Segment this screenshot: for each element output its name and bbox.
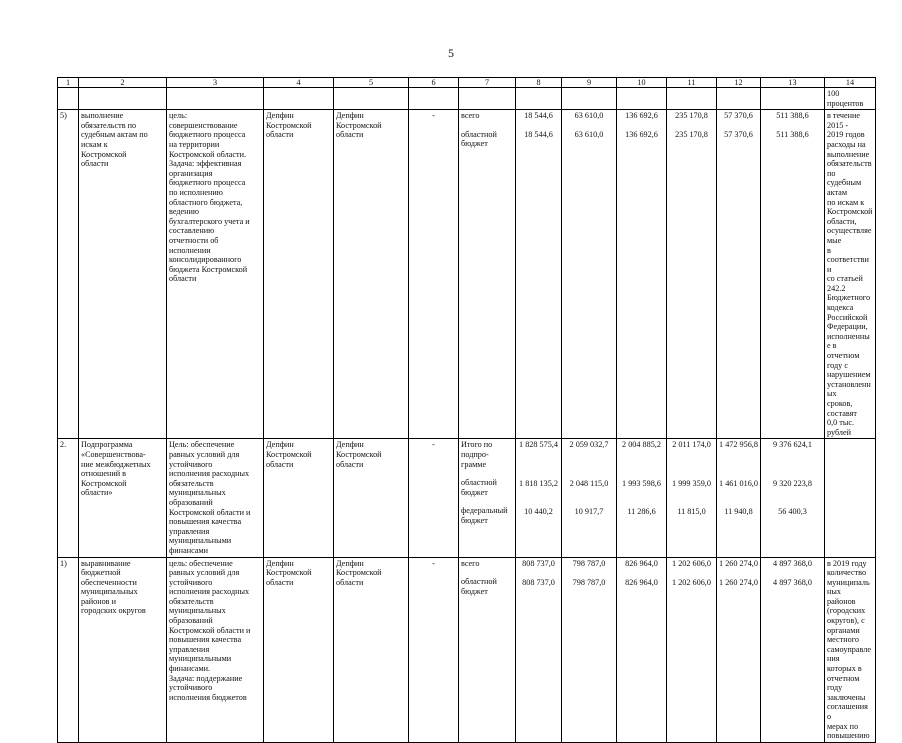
responsible-executor: Депфин Костромской области <box>264 439 334 557</box>
participant: - <box>409 110 459 439</box>
coexecutor: Депфин Костромской области <box>334 557 409 742</box>
value-cell: 57 370,6 57 370,6 <box>717 110 761 439</box>
header-cell: 7 <box>459 78 516 88</box>
header-cell: 9 <box>562 78 617 88</box>
participant: - <box>409 439 459 557</box>
expected-result <box>825 439 876 557</box>
expected-result: в течение 2015 - 2019 годов расходы на выполнение обязательств по судебным актам по искам к Костромской области, осуществляемые в соответствии со статьей 242.2 Бюджетного кодекса Российской Федерации, исполненные в отчетном году с нарушением установленных сроков, составят 0,0 тыс. рублей <box>825 110 876 439</box>
value-cell: 1 472 956,8 1 461 016,0 11 940,8 <box>717 439 761 557</box>
value-cell: 511 388,6 511 388,6 <box>761 110 825 439</box>
responsible-executor: Депфин Костромской области <box>264 110 334 439</box>
value-cell: 1 202 606,0 1 202 606,0 <box>667 557 717 742</box>
row-number: 5) <box>58 110 79 439</box>
header-cell: 11 <box>667 78 717 88</box>
value-cell: 798 787,0 798 787,0 <box>562 557 617 742</box>
table-row <box>58 439 876 557</box>
row-number: 2. <box>58 439 79 557</box>
goal-task: цель: совершенствование бюджетного процесса на территории Костромской области. Задача: эффективная организация бюджетного процесса по исполнению областного бюджета, ведению бухгалтерского учета и составлению отчетности об исполнении консолидированного бюджета Костромской области <box>167 110 264 439</box>
header-cell: 6 <box>409 78 459 88</box>
value-cell: 63 610,0 63 610,0 <box>562 110 617 439</box>
row-number: 1) <box>58 557 79 742</box>
expected-result: в 2019 году количество муниципальных районов (городских округов), с органами местного самоуправления которых в отчетном году заключены соглашения о мерах по повышению <box>825 557 876 742</box>
participant: - <box>409 557 459 742</box>
goal-task: цель: обеспечение равных условий для устойчивого исполнения расходных обязательств муниципальных образований Костромской области и повышения качества управления муниципальными финансами. Задача: поддержание устойчивого исполнения бюджетов <box>167 557 264 742</box>
value-cell: 235 170,8 235 170,8 <box>667 110 717 439</box>
funding-source: всего областной бюджет <box>459 110 516 439</box>
funding-source: Итого по подпро- грамме областной бюджет федеральный бюджет <box>459 439 516 557</box>
coexecutor: Депфин Костромской области <box>334 439 409 557</box>
value-cell: 2 004 885,2 1 993 598,6 11 286,6 <box>617 439 667 557</box>
value-cell: 18 544,6 18 544,6 <box>516 110 562 439</box>
continuation-row <box>58 88 876 110</box>
value-cell: 826 964,0 826 964,0 <box>617 557 667 742</box>
continuation-note: 100 процентов <box>825 88 876 110</box>
header-cell: 2 <box>79 78 167 88</box>
value-cell: 4 897 368,0 4 897 368,0 <box>761 557 825 742</box>
page-number: 5 <box>448 46 454 60</box>
value-cell: 808 737,0 808 737,0 <box>516 557 562 742</box>
measure-name: Подпрограмма «Совершенствова- ние межбюджетных отношений в Костромской области» <box>79 439 167 557</box>
funding-source: всего областной бюджет <box>459 557 516 742</box>
header-cell: 14 <box>825 78 876 88</box>
value-cell: 1 260 274,0 1 260 274,0 <box>717 557 761 742</box>
header-row <box>58 78 876 88</box>
value-cell: 2 011 174,0 1 999 359,0 11 815,0 <box>667 439 717 557</box>
measure-name: выравнивание бюджетной обеспеченности муниципальных районов и городских округов <box>79 557 167 742</box>
header-cell: 5 <box>334 78 409 88</box>
value-cell: 2 059 032,7 2 048 115,0 10 917,7 <box>562 439 617 557</box>
responsible-executor: Депфин Костромской области <box>264 557 334 742</box>
table-row <box>58 110 876 439</box>
header-cell: 13 <box>761 78 825 88</box>
header-cell: 12 <box>717 78 761 88</box>
value-cell: 9 376 624,1 9 320 223,8 56 400,3 <box>761 439 825 557</box>
header-cell: 1 <box>58 78 79 88</box>
value-cell: 136 692,6 136 692,6 <box>617 110 667 439</box>
program-table <box>57 77 876 743</box>
measure-name: выполнение обязательств по судебным актам по искам к Костромской области <box>79 110 167 439</box>
header-cell: 3 <box>167 78 264 88</box>
value-cell: 1 828 575,4 1 818 135,2 10 440,2 <box>516 439 562 557</box>
table-row <box>58 557 876 742</box>
header-cell: 4 <box>264 78 334 88</box>
goal-task: Цель: обеспечение равных условий для устойчивого исполнения расходных обязательств муниципальных образований Костромской области и повышения качества управления муниципальными финансами <box>167 439 264 557</box>
coexecutor: Депфин Костромской области <box>334 110 409 439</box>
header-cell: 10 <box>617 78 667 88</box>
header-cell: 8 <box>516 78 562 88</box>
